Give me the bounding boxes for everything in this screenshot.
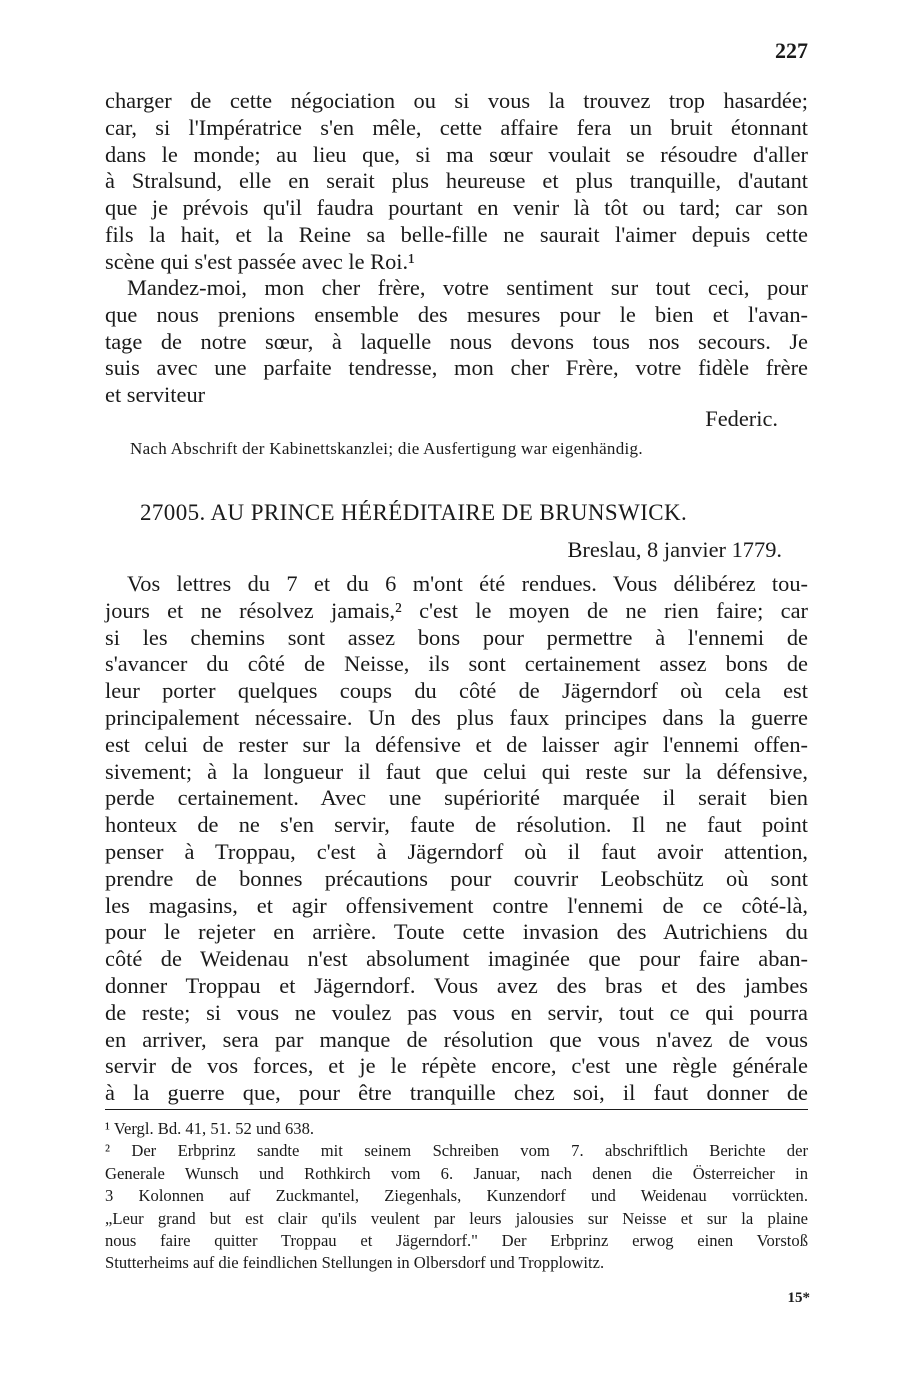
text-line: que nous prenions ensemble des mesures pour le bien et l'avan- — [105, 301, 808, 327]
text-line: charger de cette négociation ou si vous la trouvez trop hasardée; — [105, 88, 808, 113]
footnote-line: Stutterheims auf die feindlichen Stellungen in Olbersdorf und Tropplowitz. — [105, 1253, 605, 1273]
text-line: donner Troppau et Jägerndorf. Vous avez des bras et des jambes — [105, 972, 808, 998]
footnotes — [105, 1118, 808, 1275]
text-line: s'avancer du côté de Neisse, ils sont certainement assez bons de — [105, 651, 808, 677]
text-line: prendre de bonnes précautions pour couvrir Leobschütz où sont — [105, 865, 808, 891]
footnote-line: 3 Kolonnen auf Zuckmantel, Ziegenhals, Kunzendorf und Weidenau vorrückten. — [105, 1186, 808, 1206]
footnote-line: nous faire quitter Troppau et Jägerndorf." Der Erbprinz erwog einen Vorstoß — [105, 1230, 808, 1250]
text-line: honteux de ne s'en servir, faute de résolution. Il ne faut point — [105, 812, 808, 838]
printer-signature-mark: 15* — [787, 1290, 810, 1306]
source-note: Nach Abschrift der Kabinettskanzlei; die Ausfertigung war eigenhändig. — [130, 439, 643, 458]
footnote-line: ² Der Erbprinz sandte mit seinem Schreiben vom 7. abschriftlich Berichte der — [105, 1141, 808, 1161]
text-line: suis avec une parfaite tendresse, mon cher Frère, votre fidèle frère — [105, 355, 808, 381]
text-line: principalement nécessaire. Un des plus faux principes dans la guerre — [105, 704, 808, 730]
text-line: servir de vos forces, et je le répète encore, c'est une règle générale — [105, 1053, 808, 1079]
page-number: 227 — [775, 38, 808, 63]
text-line: en arriver, sera par manque de résolution que vous n'avez de vous — [105, 1026, 808, 1052]
text-line: leur porter quelques coups du côté de Jägerndorf où cela est — [105, 678, 808, 704]
letter-body — [105, 571, 808, 1107]
text-line: côté de Weidenau n'est absolument imaginée que pour faire aban- — [105, 946, 808, 972]
text-line: sivement; à la longueur il faut que celui qui reste sur la défensive, — [105, 758, 808, 784]
text-line: scène qui s'est passée avec le Roi.¹ — [105, 248, 415, 274]
text-line: perde certainement. Avec une supériorité marquée il serait bien — [105, 785, 808, 811]
text-line: jours et ne résolvez jamais,² c'est le moyen de ne rien faire; car — [105, 597, 808, 623]
paragraph-continuation — [105, 88, 808, 276]
footnote-line: Generale Wunsch und Rothkirch vom 6. Januar, nach denen die Österreicher in — [105, 1163, 808, 1183]
text-line: les magasins, et agir offensivement contre l'ennemi de ce côté-là, — [105, 892, 808, 918]
text-line: Vos lettres du 7 et du 6 m'ont été rendues. Vous délibérez tou- — [127, 571, 808, 596]
dateline: Breslau, 8 janvier 1779. — [567, 537, 782, 562]
text-line: que je prévois qu'il faudra pourtant en venir là tôt ou tard; car son — [105, 195, 808, 221]
paragraph-closing — [105, 275, 808, 409]
text-line: car, si l'Impératrice s'en mêle, cette affaire fera un bruit étonnant — [105, 114, 808, 140]
text-line: à Stralsund, elle en serait plus heureuse et plus tranquille, d'autant — [105, 168, 808, 194]
text-line: si les chemins sont assez bons pour permettre à l'ennemi de — [105, 624, 808, 650]
text-line: dans le monde; au lieu que, si ma sœur voulait se résoudre d'aller — [105, 141, 808, 167]
signature: Federic. — [705, 406, 778, 431]
text-line: à la guerre que, pour être tranquille chez soi, il faut donner de — [105, 1080, 808, 1106]
text-line: pour le rejeter en arrière. Toute cette invasion des Autrichiens du — [105, 919, 808, 945]
footnote-line: ¹ Vergl. Bd. 41, 51. 52 und 638. — [105, 1119, 315, 1138]
text-line: fils la hait, et la Reine sa belle-fille ne saurait l'aimer depuis cette — [105, 221, 808, 247]
letter-heading: 27005. AU PRINCE HÉRÉDITAIRE DE BRUNSWICK. — [140, 500, 688, 525]
text-line: Mandez-moi, mon cher frère, votre sentiment sur tout ceci, pour — [127, 275, 808, 300]
text-line: penser à Troppau, c'est à Jägerndorf où il faut avoir attention, — [105, 838, 808, 864]
footnote-divider — [105, 1109, 808, 1110]
footnote-line: „Leur grand but est clair qu'ils veulent par leurs jalousies sur Neisse et sur la plaine — [105, 1208, 808, 1228]
text-line: et serviteur — [105, 382, 206, 408]
text-line: tage de notre sœur, à laquelle nous devons tous nos secours. Je — [105, 328, 808, 354]
text-line: est celui de rester sur la défensive et de laisser agir l'ennemi offen- — [105, 731, 808, 757]
text-line: de reste; si vous ne voulez pas vous en servir, tout ce qui pourra — [105, 999, 808, 1025]
